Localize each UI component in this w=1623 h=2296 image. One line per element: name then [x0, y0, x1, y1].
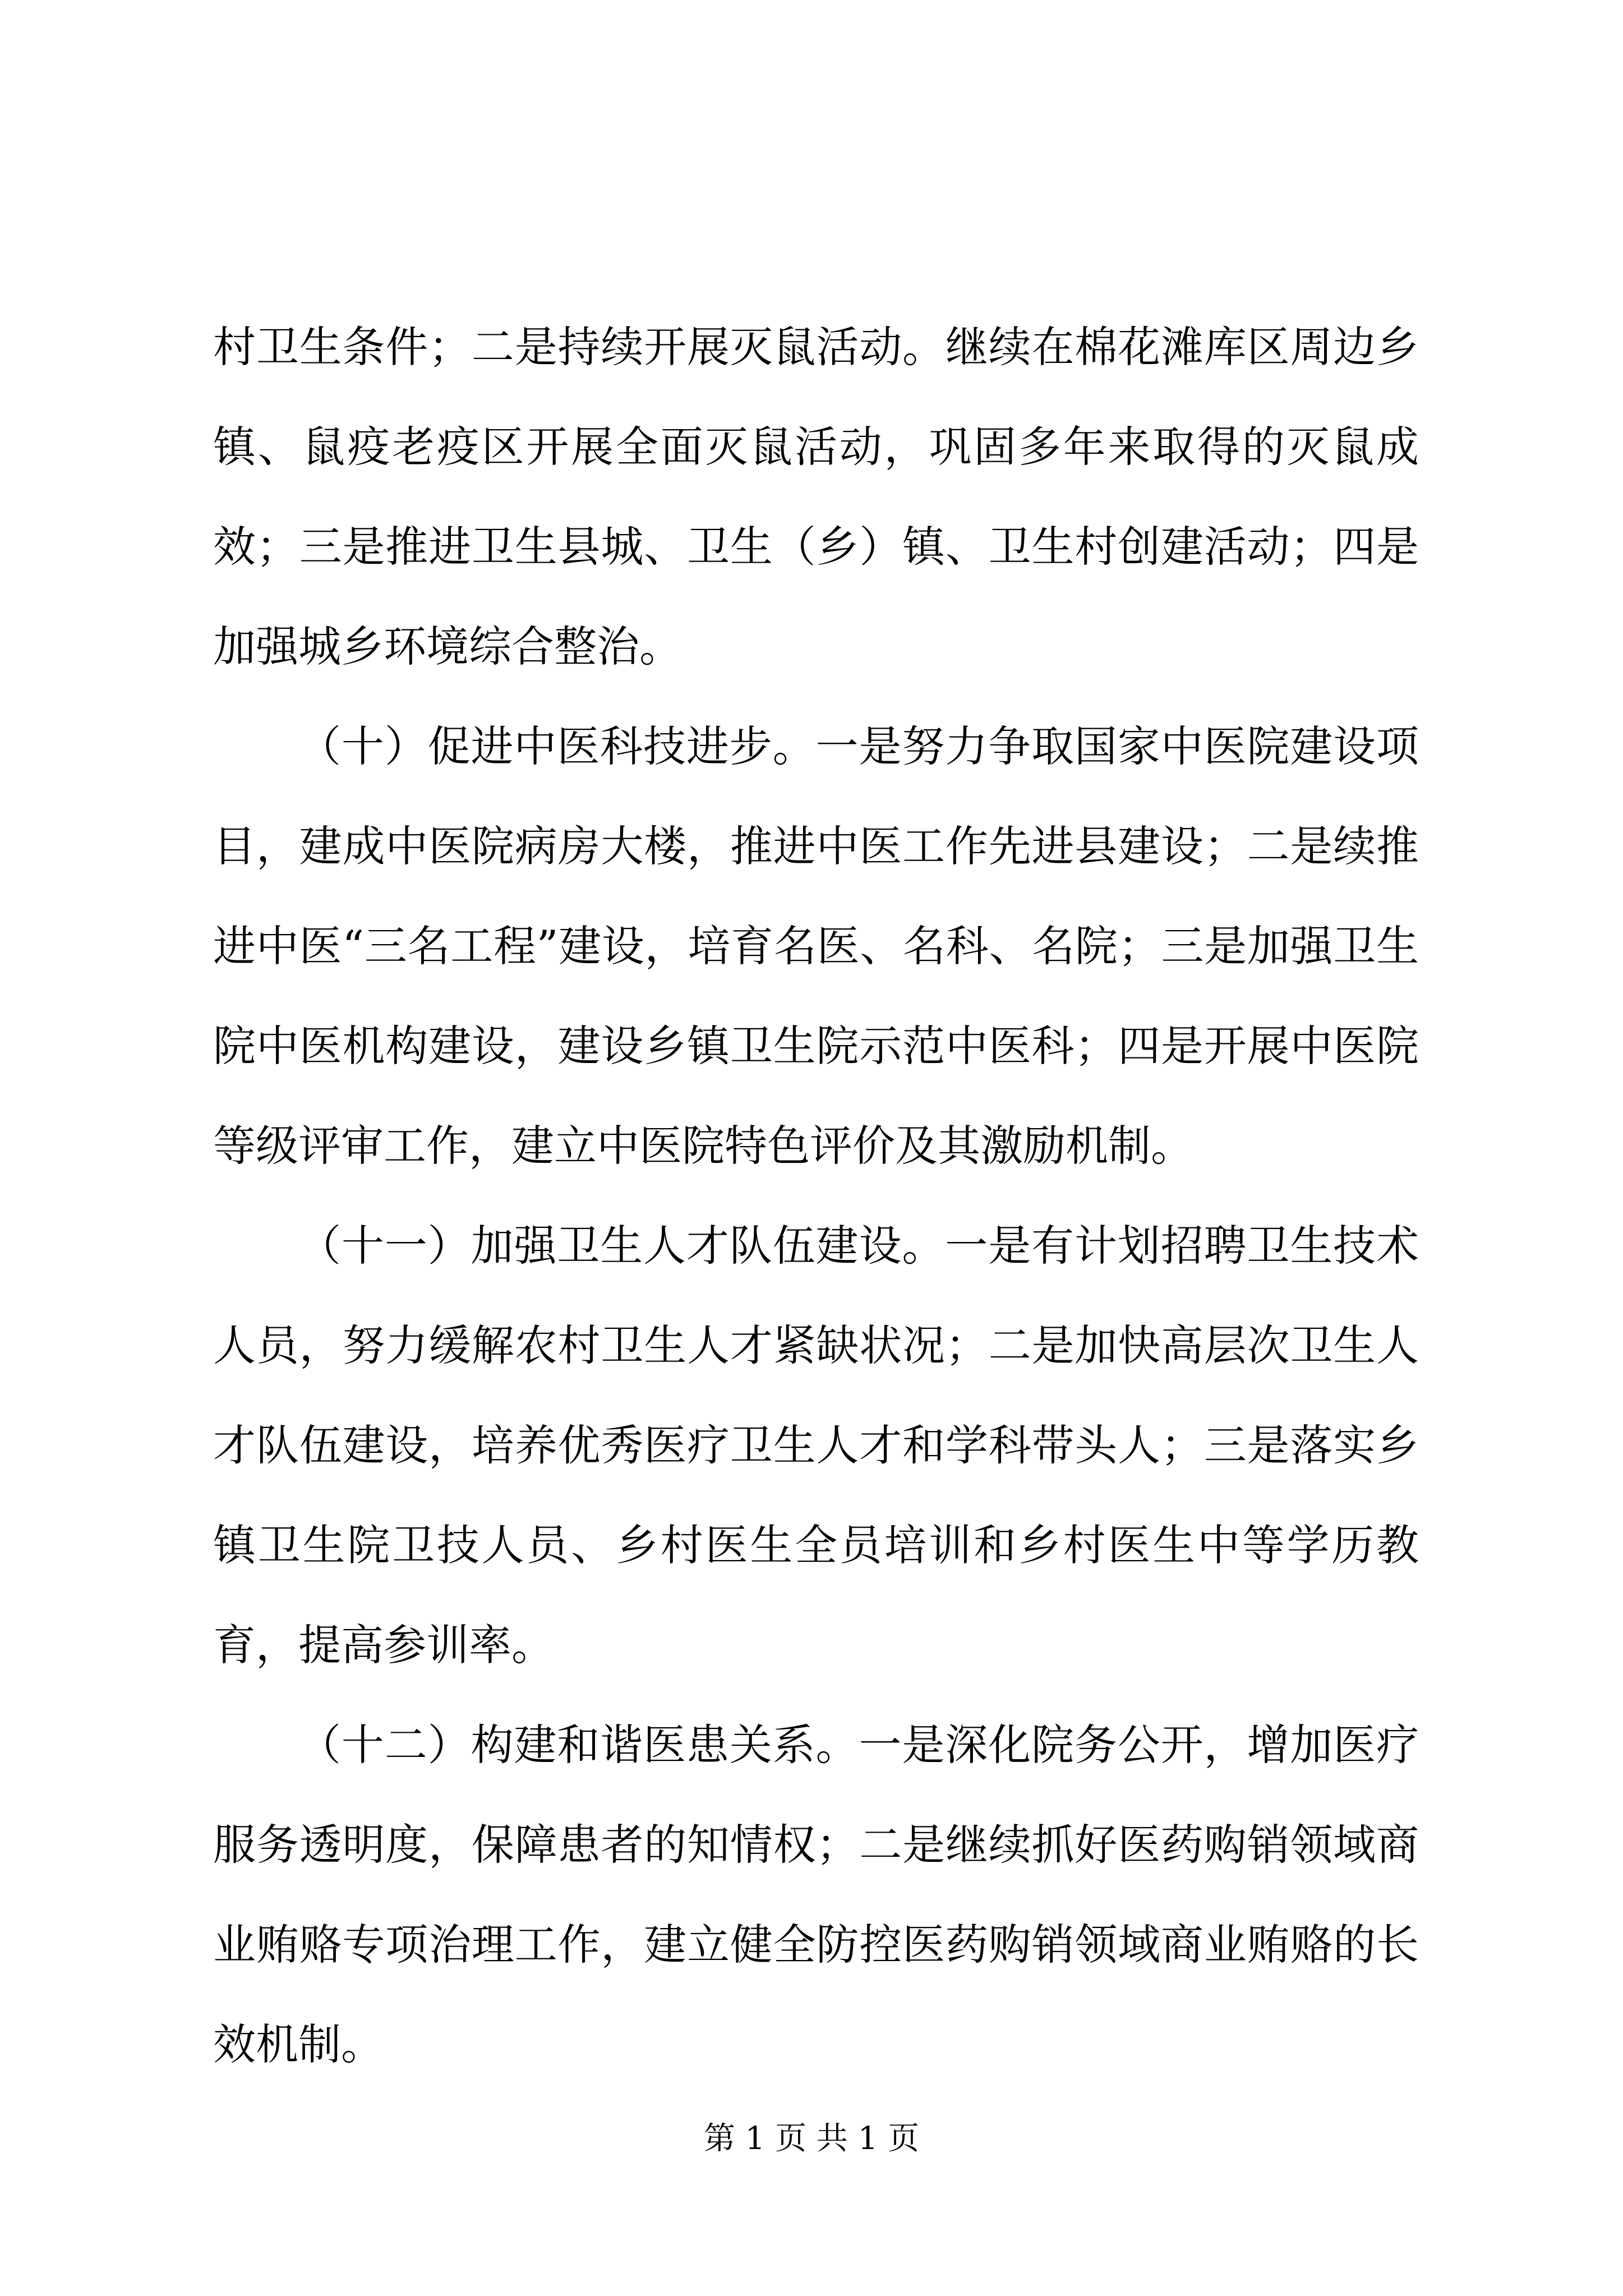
page-number-footer: 第 1 页 共 1 页 — [703, 2120, 920, 2157]
paragraph-health-talent: （十一）加强卫生人才队伍建设。一是有计划招聘卫生技术人员，努力缓解农村卫生人才紧缺状况；二是加快高层次卫生人才队伍建设，培养优秀医疗卫生人才和学科带头人；三是落实乡镇卫生院卫技人员、乡村医生全员培训和乡村医生中等学历教育，提高参训率。 — [213, 1221, 1419, 1670]
paragraph-tcm-progress: （十）促进中医科技进步。一是努力争取国家中医院建设项目，建成中医院病房大楼，推进中医工作先进县建设；二是续推进中医“三名工程”建设，培育名医、名科、名院；三是加强卫生院中医机构建设，建设乡镇卫生院示范中医科；四是开展中医院等级评审工作，建立中医院特色评价及其激励机制。 — [213, 721, 1419, 1171]
paragraph-sanitation-continued: 村卫生条件；二是持续开展灭鼠活动。继续在棉花滩库区周边乡镇、鼠疫老疫区开展全面灭鼠活动，巩固多年来取得的灭鼠成效；三是推进卫生县城、卫生（乡）镇、卫生村创建活动；四是加强城乡环境综合整治。 — [213, 322, 1419, 671]
paragraph-doctor-patient-relations: （十二）构建和谐医患关系。一是深化院务公开，增加医疗服务透明度，保障患者的知情权；二是继续抓好医药购销领域商业贿赂专项治理工作，建立健全防控医药购销领域商业贿赂的长效机制。 — [213, 1720, 1419, 2069]
document-body — [213, 297, 1419, 2095]
